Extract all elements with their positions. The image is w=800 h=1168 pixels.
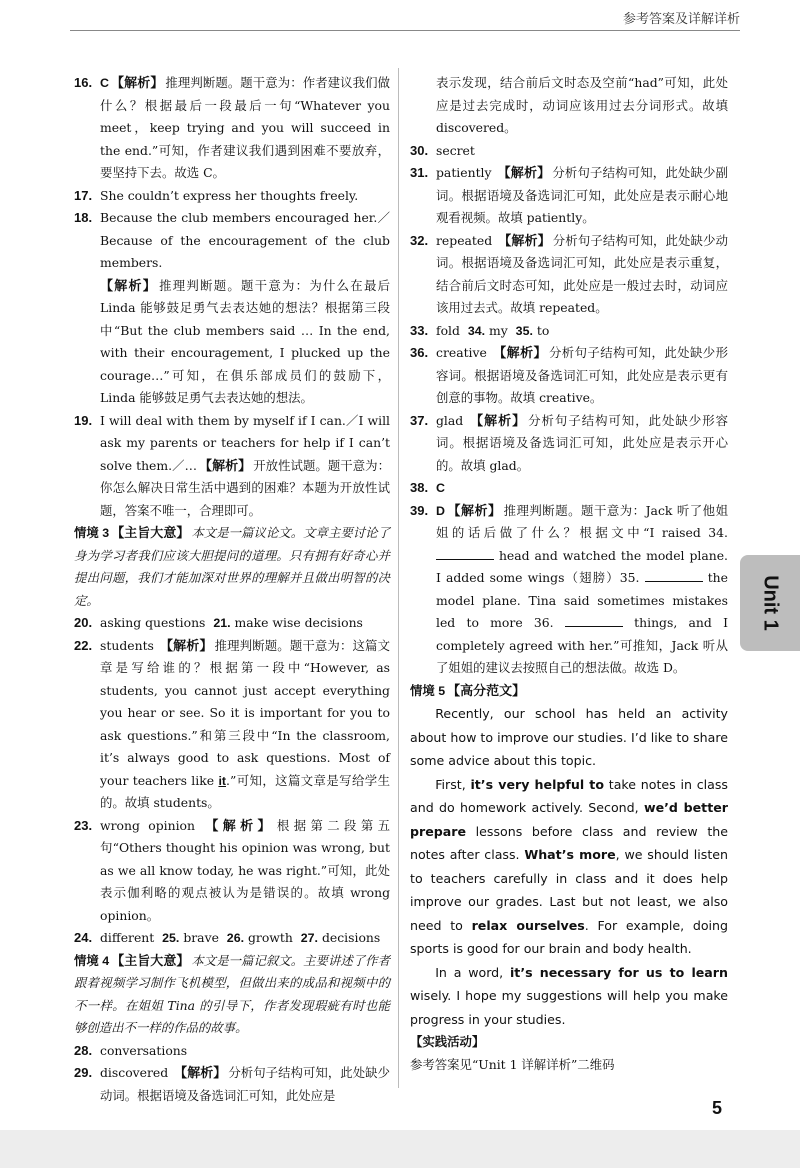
blank-line — [436, 547, 494, 560]
answer-19: 19. I will deal with them by myself if I can.／I will ask my parents or teachers for help if I can’t solve them.／… 【解析】 开放性试题。题干意为：你怎么解决日常生活中遇到的困难？本题为开放性试题，答案不唯一，合理即可。 — [74, 412, 390, 518]
page-header: 参考答案及详解详析 — [622, 12, 740, 27]
answer-22: 22. students 【解析】 推理判断题。题干意为：这篇文章是写给谁的？根据第一段中“However, as students, you cannot just accept everything you hear or see. So it is important for you to ask questions.”和第三段中“In the classroom, it’s always good to ask questions. Most of your teachers like it.”可知，这篇文章是写给学生的。故填 students。 — [74, 637, 390, 810]
answer-37: 37. glad 【解析】 分析句子结构可知，此处缺少形容词。根据语境及备选词汇可知，此处应是表示开心的。故填 glad。 — [410, 412, 728, 473]
answer-39: 39. D 【解析】 推理判断题。题干意为：Jack 听了他姐姐的话后做了什么？根据文中“I raised 34. head and watched the model plane. I added some wings（翅膀）35. the model plane. Tina said sometimes mistakes led to more 36. things, and I completely agreed with her.”可推知，Jack 听从了姐姐的建议去按照自己的想法做。故选 D。 — [410, 502, 728, 675]
answer-38: 38. C — [410, 480, 445, 495]
situation-4-summary: 情境 4 【主旨大意】 本文是一篇记叙文。主要讲述了作者跟着视频学习制作飞机模型，但做出来的成品和视频中的不一样。在姐姐 Tina 的引导下，作者发现瑕疵有时也能够创造出不一样的作品的故事。 — [74, 952, 390, 1035]
model-essay — [410, 702, 728, 1031]
page-number: 5 — [711, 1098, 722, 1118]
answer-30: 30. secret — [410, 142, 475, 158]
practice-note: 参考答案见“Unit 1 详解详析”二维码 — [410, 1056, 615, 1072]
situation-5-heading: 情境 5 【高分范文】 — [410, 682, 526, 698]
answer-33-35: 33. fold 34. my 35. to — [410, 322, 550, 338]
practice-heading: 【实践活动】 — [410, 1035, 485, 1049]
blank-line — [565, 614, 623, 627]
right-column — [410, 72, 728, 1076]
unit-tab: Unit 1 — [740, 555, 800, 651]
essay-paragraph-1: Recently, our school has held an activity about how to improve our studies. I’d like to share some advice about this topic. — [410, 706, 728, 768]
answer-29: 29. discovered 【解析】 分析句子结构可知，此处缺少动词。根据语境及备选词汇可知，此处应是 — [74, 1065, 390, 1103]
situation-3-summary: 情境 3 【主旨大意】 本文是一篇议论文。文章主要讨论了身为学习者我们应该大胆提问的道理。只有拥有好奇心并提出问题，我们才能加深对世界的理解并且做出明智的决定。 — [74, 525, 390, 608]
answer-20-21: 20. asking questions 21. make wise decisions — [74, 615, 363, 630]
answer-17: 17. She couldn’t express her thoughts freely. — [74, 187, 359, 203]
left-column — [74, 72, 390, 1107]
answer-28: 28. conversations — [74, 1042, 188, 1058]
essay-paragraph-2: First, it’s very helpful to take notes in class and do homework actively. Second, we’d better prepare lessons before class and review the notes after class. What’s more, we should listen to teachers carefully in class and it does help improve our grades. Last but not least, we also need to relax ourselves. For example, doing sports is good for our brain and body health. — [410, 776, 728, 956]
answer-24-27: 24. different 25. brave 26. growth 27. decisions — [74, 930, 381, 945]
header-divider — [70, 30, 740, 31]
answer-18: 18. Because the club members encouraged her.／Because of the encouragement of the club members. 【解析】 推理判断题。题干意为：为什么在最后 Linda 能够鼓足勇气去表达她的想法？根据第三段中“But the club members said … In the end, with their encouragement, I plucked up the courage…”可知，在俱乐部成员们的鼓励下，Linda 能够鼓足勇气去表达她的想法。 — [74, 210, 390, 405]
answer-36: 36. creative 【解析】 分析句子结构可知，此处缺少形容词。根据语境及备选词汇可知，此处应是表示更有创意的事物。故填 creative。 — [410, 345, 728, 405]
blank-line — [645, 569, 703, 582]
answer-23: 23. wrong opinion 【解析】 根据第二段第五句“Others thought his opinion was wrong, but as we all know today, he was right.”可知，此处表示伽利略的观点被认为是错误的。故填 wrong opinion。 — [74, 817, 390, 923]
answer-32: 32. repeated 【解析】 分析句子结构可知，此处缺少动词。根据语境及备选词汇可知，此处应是表示重复，结合前后文时态可知，此处应是一般过去时，动词应该用过去式。故填 repeated。 — [410, 232, 728, 315]
answer-16: 16. C 【解析】 推理判断题。题干意为：作者建议我们做什么？根据最后一段最后一句“Whatever you meet，keep trying and you will succeed in the end.”可知，作者建议我们遇到困难不要放弃，要坚持下去。故选 C。 — [74, 75, 390, 180]
answer-29-continued: 表示发现，结合前后文时态及空前“had”可知，此处应是过去完成时，动词应该用过去分词形式。故填 discovered。 — [436, 75, 728, 135]
essay-paragraph-3: In a word, it’s necessary for us to learn wisely. I hope my suggestions will help you make progress in your studies. — [410, 964, 728, 1027]
answer-31: 31. patiently 【解析】 分析句子结构可知，此处缺少副词。根据语境及备选词汇可知，此处应是表示耐心地观看视频。故填 patiently。 — [410, 165, 728, 225]
